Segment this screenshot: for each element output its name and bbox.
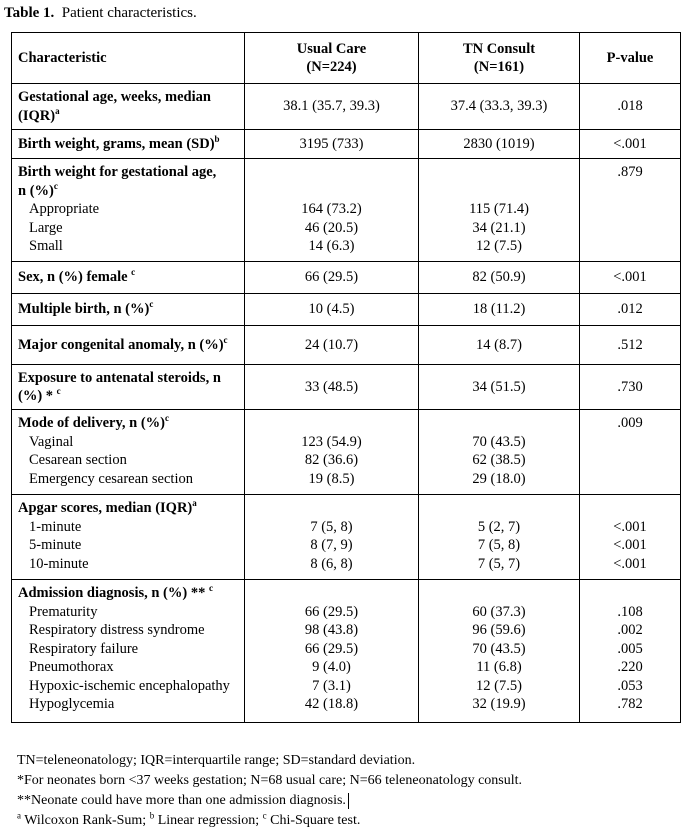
p-value-text: .002 (617, 622, 643, 638)
row-label-text: Admission diagnosis, n (%) ** (18, 585, 209, 601)
header-pvalue: P-value (580, 33, 681, 84)
tn-consult-value: 82 (50.9) (419, 262, 580, 294)
usual-care-sub-value: 9 (4.0) (312, 659, 351, 675)
patient-characteristics-table (11, 32, 681, 723)
tn-consult-sub-value: 60 (37.3) (472, 603, 526, 620)
sub-item-label: Respiratory distress syndrome (29, 622, 205, 638)
p-value-text: .005 (617, 640, 643, 657)
usual-care-value (245, 580, 419, 723)
p-value-text: .053 (617, 677, 643, 694)
sub-item-label: Hypoxic-ischemic encephalopathy (29, 677, 230, 694)
row-label-line (18, 387, 238, 406)
p-value-text: <.001 (613, 555, 647, 572)
footnote-marker: a (55, 105, 60, 116)
p-value: .018 (580, 84, 681, 130)
tn-consult-sub-value: 62 (38.5) (472, 452, 526, 468)
tn-consult-value: 14 (8.7) (419, 326, 580, 365)
sub-item-label: Small (29, 238, 63, 254)
footnote-marker: c (262, 810, 267, 821)
p-value (580, 410, 681, 495)
tn-consult-sub-value: 70 (43.5) (472, 640, 526, 657)
table-row (12, 159, 681, 262)
footnote-test-text: Chi-Square test. (266, 813, 361, 828)
usual-care-sub-value: 8 (7, 9) (310, 537, 353, 553)
footnote-marker: b (149, 810, 155, 821)
row-label (12, 84, 245, 130)
tn-consult-value: 2830 (1019) (419, 130, 580, 159)
sub-item-label: 1-minute (29, 518, 82, 535)
usual-care-sub-value: 14 (6.3) (308, 238, 355, 254)
p-value: <.001 (580, 262, 681, 294)
usual-care-sub-value: 123 (54.9) (301, 433, 362, 450)
footnote-star: *For neonates born <37 weeks gestation; N=68 usual care; N=66 teleneonatology consult. (17, 773, 523, 788)
row-label (12, 159, 245, 262)
tn-consult-sub-value: 11 (6.8) (476, 659, 522, 675)
tn-consult-value: 34 (51.5) (419, 365, 580, 410)
p-value-text: .108 (617, 603, 643, 620)
usual-care-sub-value: 66 (29.5) (304, 640, 359, 657)
row-label-text: n (%) (18, 182, 54, 199)
tn-consult-value (419, 410, 580, 495)
sub-item-label: 10-minute (29, 555, 89, 572)
p-value (580, 495, 681, 580)
sub-item-label: Pneumothorax (29, 659, 114, 675)
usual-care-sub-value: 98 (43.8) (304, 622, 359, 638)
p-value: .012 (580, 294, 681, 326)
table-row (12, 84, 681, 130)
footnote-abbreviations: TN=teleneonatology; IQR=interquartile range; SD=standard deviation. (17, 753, 416, 768)
footnote-test-text: Linear regression; (154, 813, 263, 828)
row-label-text: Sex, n (%) female (18, 269, 132, 286)
sub-item-label: Respiratory failure (29, 640, 139, 657)
sub-item-label: 5-minute (29, 537, 82, 553)
row-label (12, 262, 245, 294)
usual-care-sub-value: 46 (20.5) (304, 219, 359, 236)
row-label (12, 326, 245, 365)
header-tn-consult-title: TN Consult (462, 40, 536, 57)
row-label-text: Birth weight, grams, mean (SD) (18, 135, 215, 152)
p-value-text: <.001 (613, 537, 647, 553)
table-row (12, 262, 681, 294)
header-characteristic: Characteristic (12, 33, 245, 84)
table-row (12, 410, 681, 495)
tn-consult-value (419, 580, 580, 723)
usual-care-sub-value: 164 (73.2) (301, 201, 362, 217)
sub-item-label: Vaginal (29, 433, 74, 450)
p-value: .512 (580, 326, 681, 365)
usual-care-value (245, 410, 419, 495)
row-label-text: Major congenital anomaly, n (%) (18, 336, 224, 353)
header-tn-consult-n: (N=161) (473, 59, 525, 75)
footnote-marker: c (53, 181, 58, 191)
text-cursor (348, 793, 349, 809)
tn-consult-value (419, 159, 580, 262)
row-label-text: Apgar scores, median (IQR) (18, 500, 193, 516)
usual-care-sub-value: 66 (29.5) (304, 603, 359, 620)
tn-consult-sub-value: 29 (18.0) (472, 470, 526, 487)
p-value-text: .009 (617, 415, 643, 431)
row-label (12, 580, 245, 723)
row-label-line (18, 182, 238, 201)
row-label-line: Gestational age, weeks, median (18, 89, 211, 105)
p-value: .730 (580, 365, 681, 410)
row-label (12, 365, 245, 410)
table-row (12, 294, 681, 326)
tn-consult-sub-value: 7 (5, 7) (477, 555, 521, 572)
usual-care-sub-value: 19 (8.5) (308, 470, 355, 487)
footnote-marker: b (214, 133, 220, 144)
table-caption (4, 5, 197, 22)
row-label-line: Exposure to antenatal steroids, n (18, 369, 221, 386)
table-row (12, 130, 681, 159)
footnote-marker: c (56, 386, 61, 397)
header-tn-consult (419, 33, 580, 84)
row-label-line (18, 584, 238, 603)
sub-item-label: Large (29, 219, 63, 236)
usual-care-sub-value: 8 (6, 8) (310, 555, 353, 572)
header-usual-care (245, 33, 419, 84)
footnote-marker: c (149, 299, 154, 310)
table-row (12, 495, 681, 580)
footnote-double-star (17, 791, 522, 811)
header-usual-care-n: (N=224) (306, 59, 357, 75)
usual-care-value: 66 (29.5) (245, 262, 419, 294)
tn-consult-sub-value: 70 (43.5) (472, 433, 526, 450)
p-value (580, 159, 681, 262)
tn-consult-value (419, 495, 580, 580)
row-label (12, 410, 245, 495)
p-value-text: .879 (617, 164, 643, 180)
footnote-tests (17, 811, 522, 831)
p-value (580, 580, 681, 723)
usual-care-sub-value: 82 (36.6) (304, 452, 359, 468)
usual-care-value (245, 495, 419, 580)
row-label-line (18, 107, 238, 126)
footnote-marker: c (131, 267, 136, 278)
table-row (12, 580, 681, 723)
footnote-marker: a (192, 499, 197, 509)
tn-consult-value: 18 (11.2) (419, 294, 580, 326)
p-value-text: .220 (617, 659, 643, 675)
usual-care-sub-value: 42 (18.8) (304, 696, 359, 712)
row-label-text: Mode of delivery, n (%) (18, 415, 165, 431)
usual-care-value: 10 (4.5) (245, 294, 419, 326)
table-row (12, 365, 681, 410)
footnote-marker: c (165, 414, 169, 424)
header-row (12, 33, 681, 84)
header-usual-care-title: Usual Care (296, 40, 367, 57)
p-value-text: <.001 (613, 518, 647, 535)
usual-care-sub-value: 7 (3.1) (312, 677, 351, 694)
usual-care-sub-value: 7 (5, 8) (310, 518, 353, 535)
row-label-text: (%) * (18, 388, 57, 404)
table-row (12, 326, 681, 365)
tn-consult-sub-value: 12 (7.5) (476, 238, 522, 254)
footnote-marker: a (17, 810, 21, 821)
row-label-line: Birth weight for gestational age, (18, 164, 217, 180)
sub-item-label: Prematurity (29, 603, 98, 620)
footnote-double-star-text: **Neonate could have more than one admission diagnosis. (17, 793, 346, 808)
tn-consult-value: 37.4 (33.3, 39.3) (419, 84, 580, 130)
caption-label: Table 1. (4, 5, 55, 21)
sub-item-label: Hypoglycemia (29, 696, 115, 712)
tn-consult-sub-value: 96 (59.6) (472, 622, 526, 638)
row-label-line (18, 499, 238, 518)
row-label (12, 130, 245, 159)
tn-consult-sub-value: 7 (5, 8) (477, 537, 521, 553)
row-label-text: (IQR) (18, 107, 56, 124)
row-label (12, 495, 245, 580)
caption-text: Patient characteristics. (61, 5, 197, 21)
usual-care-value: 38.1 (35.7, 39.3) (245, 84, 419, 130)
tn-consult-sub-value: 115 (71.4) (469, 201, 529, 217)
tn-consult-sub-value: 5 (2, 7) (477, 518, 521, 535)
tn-consult-sub-value: 32 (19.9) (472, 696, 526, 712)
usual-care-value: 3195 (733) (245, 130, 419, 159)
row-label-line (18, 414, 238, 433)
tn-consult-sub-value: 34 (21.1) (472, 219, 526, 236)
sub-item-label: Emergency cesarean section (29, 470, 193, 487)
sub-item-label: Cesarean section (29, 452, 127, 468)
row-label (12, 294, 245, 326)
footnote-marker: c (208, 584, 213, 594)
footnote-marker: c (223, 334, 228, 345)
usual-care-value (245, 159, 419, 262)
footnote-test-text: Wilcoxon Rank-Sum; (21, 813, 150, 828)
table-footnotes (17, 751, 522, 831)
usual-care-value: 33 (48.5) (245, 365, 419, 410)
sub-item-label: Appropriate (29, 201, 100, 217)
p-value: <.001 (580, 130, 681, 159)
usual-care-value: 24 (10.7) (245, 326, 419, 365)
row-label-text: Multiple birth, n (%) (18, 301, 150, 318)
tn-consult-sub-value: 12 (7.5) (476, 677, 522, 694)
p-value-text: .782 (617, 696, 643, 712)
